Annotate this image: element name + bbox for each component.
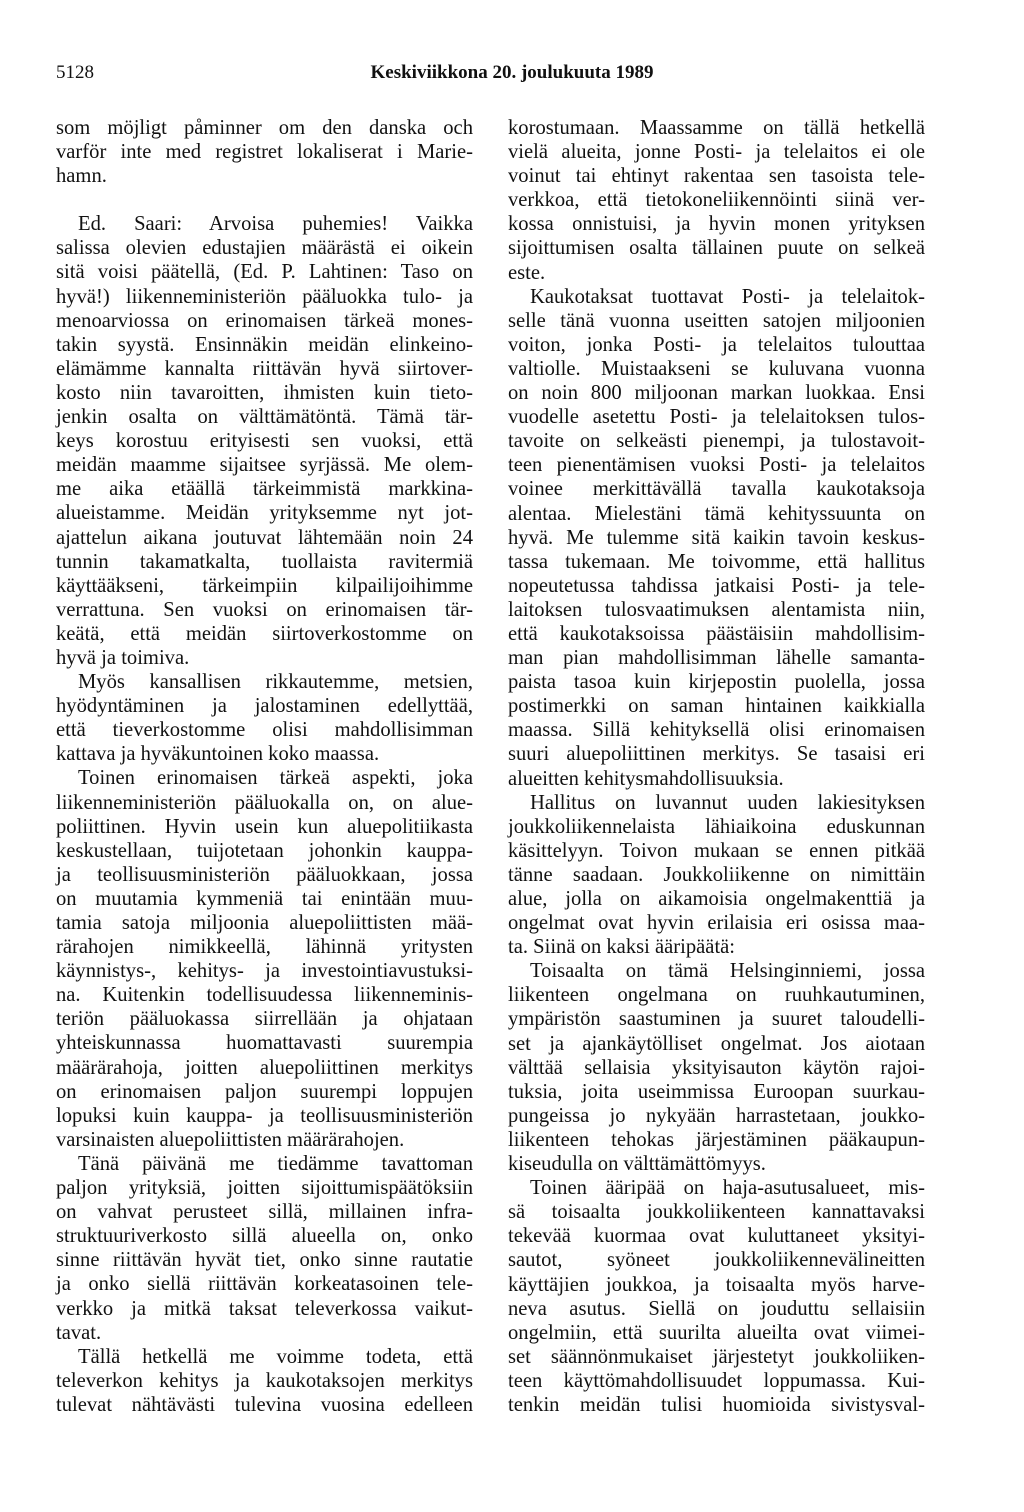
text-line: on muutamia kymmeniä tai enintään muu- — [56, 887, 473, 910]
text-line: kosto niin tavaroitten, ihmisten kuin tieto- — [56, 381, 473, 404]
text-line: liikenteen ongelmana on ruuhkautuminen, — [508, 984, 925, 1007]
text-line: yhteiskunnassa huomattavasti suurempia — [56, 1032, 473, 1055]
text-line: kattava ja hyväkuntoinen koko maassa. — [56, 743, 380, 766]
text-line: suuri aluepoliittinen merkitys. Se tasaisi eri — [508, 743, 925, 766]
text-line: ongelmat ovat hyvin erilaisia eri osissa maa- — [508, 912, 925, 935]
text-line: että tieverkostomme olisi mahdollisimman — [56, 719, 473, 742]
text-line: tamia satoja miljoonia aluepoliittisten mää- — [56, 912, 473, 934]
text-line: Kaukotaksat tuottavat Posti- ja telelaitok- — [530, 285, 925, 308]
text-line: sä toisaalta joukkoliikenteen kannattavaksi — [508, 1201, 925, 1224]
text-line: ympäristön saastuminen ja suuret taloudelli- — [508, 1008, 925, 1031]
text-line: Toisaalta on tämä Helsinginniemi, jossa — [530, 960, 925, 983]
text-line: Hallitus on luvannut uuden lakiesityksen — [530, 791, 925, 814]
text-line: tavoite on selkeästi pienempi, ja tulostavoit- — [508, 430, 925, 453]
text-line: teriön pääluokassa siirrellään ja ohjataan — [56, 1008, 473, 1031]
text-line: käyttääkseni, tärkeimpiin kilpailijoihimme — [56, 574, 473, 597]
text-line: verkkoa, että tietokoneliikennöinti siinä ver- — [508, 189, 925, 212]
text-line: neva asutus. Siellä on jouduttu sellaisiin — [508, 1297, 925, 1320]
text-line: na. Kuitenkin todellisuudessa liikenneminis- — [56, 984, 473, 1007]
text-line: ajattelun aikana joutuvat lähtemään noin 24 — [56, 526, 473, 549]
text-line: pungeissa jo nykyään harrastetaan, joukko- — [508, 1104, 925, 1127]
text-line: sinne riittävän hyvät tiet, onko sinne rautatie — [56, 1249, 473, 1272]
text-line: keätä, että meidän siirtoverkostomme on — [56, 622, 473, 645]
text-line: tavat. — [56, 1321, 102, 1344]
text-line: nopeutetussa tahdissa jatkaisi Posti- ja tele- — [508, 574, 925, 597]
text-line: välttää sellaisia yksityisauton käytön rajoi- — [508, 1056, 925, 1079]
right-text-column — [508, 116, 925, 1417]
text-line: ja onko siellä riittävän korkeatasoinen tele- — [56, 1273, 473, 1296]
text-line: varsinaisten aluepoliittisten määrärahojen. — [56, 1128, 405, 1151]
text-line: televerkon kehitys ja kaukotaksojen merkitys — [56, 1369, 473, 1392]
text-line: meidän maamme sijaitsee syrjässä. Me olem- — [56, 454, 473, 477]
text-line: hyvä!) liikenneministeriön pääluokka tulo- ja — [56, 285, 473, 308]
text-line: lopuksi kuin kauppa- ja teollisuusministeriön — [56, 1104, 473, 1127]
text-line: maassa. Sillä kehityksellä olisi erinomaisen — [508, 719, 925, 742]
text-line: voiton, jonka Posti- ja telelaitos tulouttaa — [508, 333, 925, 356]
text-line: keskustellaan, tuijotetaan johonkin kauppa- — [56, 839, 473, 862]
text-line: Toinen ääripää on haja-asutusalueet, mis- — [530, 1177, 925, 1200]
text-line: käsittelyyn. Toivon mukaan se ennen pitkää — [508, 839, 925, 862]
text-line: tulevat nähtävästi tulevina vuosina edelleen — [56, 1393, 473, 1416]
text-line: rärahojen nimikkeellä, lähinnä yritysten — [56, 936, 473, 959]
text-line: kiseudulla on välttämättömyys. — [508, 1153, 766, 1176]
text-line: sitä voisi päätellä, (Ed. P. Lahtinen: Taso on — [56, 261, 473, 284]
session-date: Keskiviikkona 20. joulukuuta 1989 — [370, 62, 654, 83]
text-line: paista tasoa kuin kirjepostin puolella, jossa — [508, 671, 925, 694]
text-line: että kaukotaksoissa päästäisiin mahdollisim- — [508, 622, 925, 645]
text-line: hyödyntäminen ja jalostaminen edellyttää, — [56, 695, 473, 718]
text-line: kossa onnistuisi, ja hyvin monen yrityksen — [508, 213, 925, 236]
text-line: liikenteen tehokas järjestäminen pääkaupun- — [508, 1128, 925, 1151]
text-line: sautot, syöneet joukkoliikennevälineitten — [508, 1249, 925, 1272]
text-line: teen käyttömahdollisuudet loppumassa. Kui- — [508, 1369, 925, 1392]
text-line: liikenneministeriön pääluokalla on, on alue- — [56, 791, 473, 814]
text-line: korostumaan. Maassamme on tällä hetkellä — [508, 117, 925, 139]
text-line: struktuuriverkosto sillä alueella on, onko — [56, 1225, 473, 1248]
text-line: vielä alueita, jonne Posti- ja telelaitos ei ole — [508, 141, 925, 164]
text-line: hamn. — [56, 165, 107, 188]
text-line: on noin 800 miljoonan markan luokkaa. Ensi — [508, 382, 925, 405]
text-line: Myös kansallisen rikkautemme, metsien, — [78, 671, 473, 694]
text-line: joukkoliikennelaista lähiaikoina eduskunnan — [508, 815, 925, 838]
text-line: määrärahoja, joitten aluepoliittinen merkitys — [56, 1056, 473, 1079]
text-line: tuksia, joita useimmissa Euroopan suurkau- — [508, 1080, 925, 1103]
page-header — [56, 62, 968, 86]
text-line: salissa olevien edustajien määrästä ei oikein — [56, 237, 473, 260]
text-line: tassa tukemaan. Me toivomme, että hallitus — [508, 550, 925, 573]
text-line: selle tänä vuonna useitten satojen miljoonien — [508, 309, 925, 332]
text-line: on vahvat perusteet sillä, millainen infra- — [56, 1201, 473, 1224]
text-line: takin syystä. Ensinnäkin meidän elinkeino- — [56, 333, 473, 356]
text-line: paljon yrityksiä, joitten sijoittumispäätöksiin — [56, 1177, 473, 1200]
text-line: Ed. Saari: Arvoisa puhemies! Vaikka — [78, 213, 473, 236]
text-line: tunnin takamatkalta, tuollaista ravitermiä — [56, 550, 473, 573]
text-line: tenkin meidän tulisi huomioida sivistysval- — [508, 1393, 925, 1416]
text-line: käynnistys-, kehitys- ja investointiavustuksi- — [56, 960, 473, 983]
text-line: Tänä päivänä me tiedämme tavattoman — [78, 1152, 473, 1175]
text-line: este. — [508, 261, 546, 284]
text-line: varför inte med registret lokaliserat i Marie- — [56, 141, 473, 164]
text-line: alue, jolla on aikamoisia ongelmakenttiä ja — [508, 888, 925, 910]
text-line: valtiolle. Muistaakseni se kuluvana vuonna — [508, 357, 925, 380]
text-line: ta. Siinä on kaksi ääripäätä: — [508, 936, 736, 959]
text-line: som möjligt påminner om den danska och — [56, 117, 473, 139]
text-line: set säännönmukaiset järjestetyt joukkoliiken- — [508, 1345, 925, 1368]
text-line: me aika etäällä tärkeimmistä markkina- — [56, 478, 473, 501]
text-line: verrattuna. Sen vuoksi on erinomaisen tär- — [56, 598, 473, 621]
text-line: set ja ajankäytölliset ongelmat. Jos aiotaan — [508, 1032, 925, 1055]
text-line: sijoittumisen osalta tällainen puute on selkeä — [508, 237, 925, 260]
text-line: tänne saadaan. Joukkoliikenne on nimittäin — [508, 863, 925, 886]
text-line: menoarviossa on erinomaisen tärkeä mones- — [56, 309, 473, 332]
text-line: ongelmiin, että suurilta alueilta ovat viimei- — [508, 1321, 925, 1344]
text-line: voinee merkittävällä tavalla kaukotaksoja — [508, 478, 925, 501]
text-line: alueitten kehitysmahdollisuuksia. — [508, 767, 784, 790]
text-line: Toinen erinomaisen tärkeä aspekti, joka — [78, 767, 473, 790]
text-line: teen pienentämisen vuoksi Posti- ja telelaitos — [508, 454, 925, 477]
text-line: postimerkki on saman hintainen kaikkialla — [508, 695, 925, 718]
text-line: vuodelle asetettu Posti- ja telelaitoksen tulos- — [508, 406, 925, 429]
page-number: 5128 — [56, 62, 94, 83]
text-line: käyttäjien joukkoa, ja toisaalta myös harve- — [508, 1273, 925, 1296]
text-line: tekevää kuormaa ovat kuluttaneet yksityi- — [508, 1225, 925, 1248]
text-line: voinut tai ehtinyt rakentaa sen tasoista tele- — [508, 165, 925, 188]
left-text-column — [56, 116, 473, 1417]
text-line: hyvä. Me tulemme sitä kaikin tavoin keskus- — [508, 526, 925, 549]
text-line: Tällä hetkellä me voimme todeta, että — [78, 1345, 473, 1368]
text-line: man pian mahdollisimman lähelle samanta- — [508, 647, 925, 670]
text-line: jenkin osalta on välttämätöntä. Tämä tär- — [56, 406, 473, 429]
text-line: on erinomaisen paljon suurempi loppujen — [56, 1080, 473, 1103]
text-line: alentaa. Mielestäni tämä kehityssuunta on — [508, 502, 925, 525]
text-line: keys korostuu erityisesti sen vuoksi, että — [56, 430, 473, 453]
text-line: hyvä ja toimiva. — [56, 646, 190, 669]
text-line: poliittinen. Hyvin usein kun aluepolitiikasta — [56, 815, 473, 838]
text-line: verkko ja mitkä taksat televerkossa vaikut- — [56, 1297, 473, 1320]
text-line: alueistamme. Meidän yrityksemme nyt jot- — [56, 502, 473, 525]
text-line: elämämme kannalta riittävän hyvä siirtover- — [56, 357, 473, 380]
text-line: laitoksen tulosvaatimuksen alentamista niin, — [508, 598, 925, 621]
text-line: ja teollisuusministeriön pääluokkaan, jossa — [56, 863, 473, 886]
